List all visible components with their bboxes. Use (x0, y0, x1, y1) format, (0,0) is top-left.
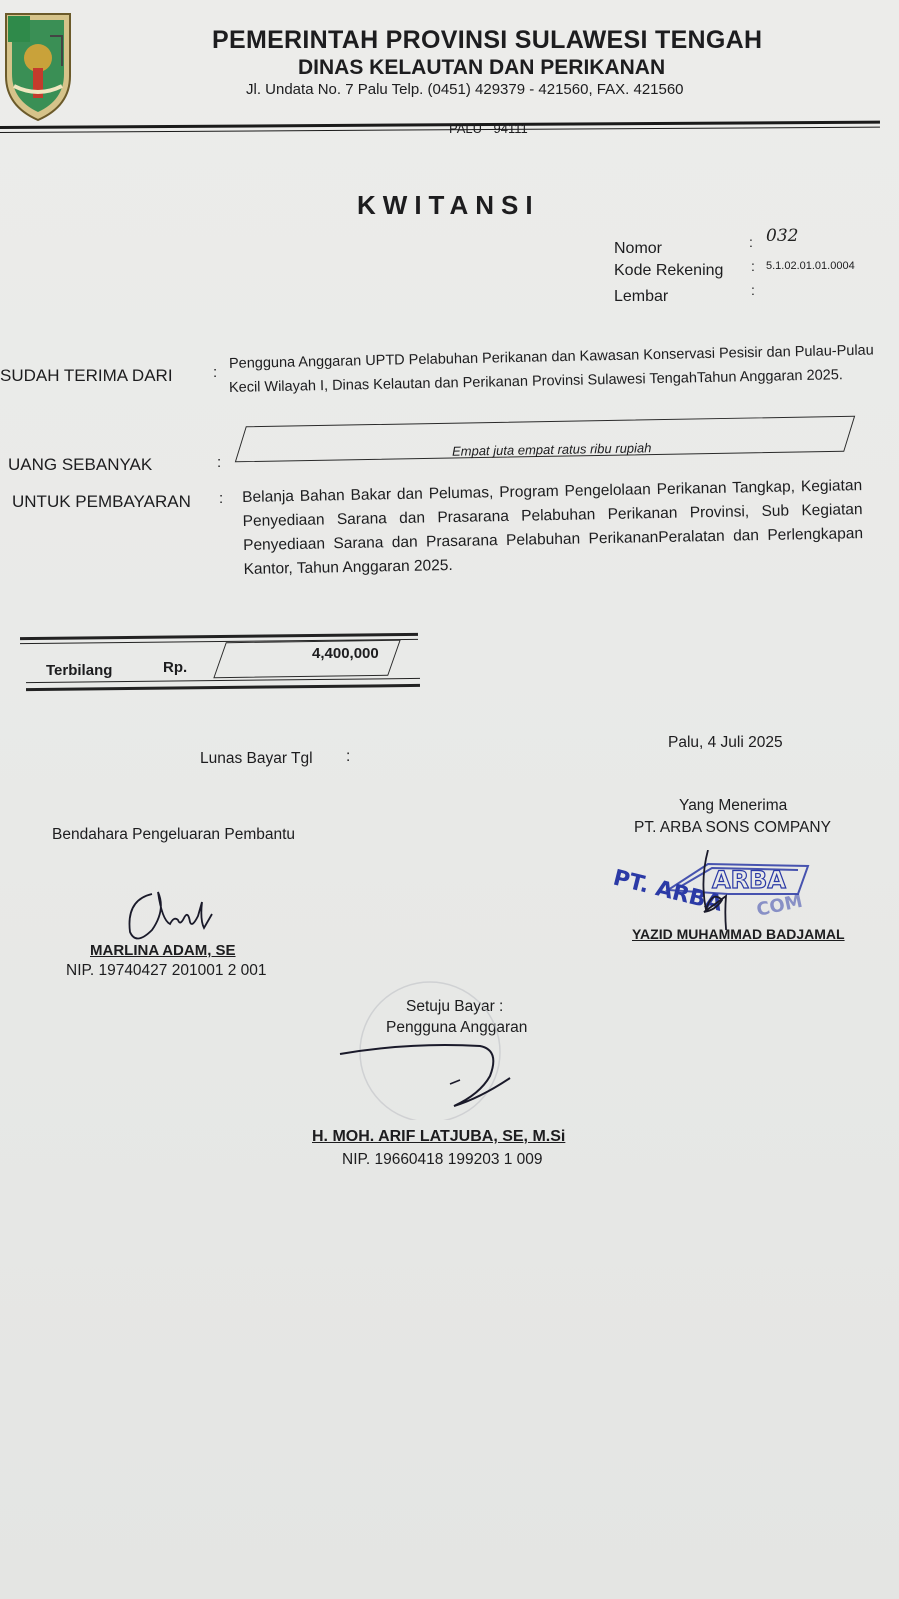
stamp-pt-text: PT. ARBA (610, 865, 725, 917)
terbilang-value: 4,400,000 (312, 645, 379, 662)
from-colon: : (213, 364, 218, 381)
nomor-value: 032 (766, 226, 799, 246)
terbilang-label: Terbilang (46, 662, 113, 679)
department-heading: DINAS KELAUTAN DAN PERIKANAN (298, 56, 666, 79)
approver-name: H. MOH. ARIF LATJUBA, SE, M.Si (312, 1128, 566, 1145)
from-text-line2: Kecil Wilayah I, Dinas Kelautan dan Perikanan Provinsi Sulawesi TengahTahun Anggaran 2025. (228, 367, 844, 396)
amount-colon: : (217, 454, 222, 471)
purpose-text: Belanja Bahan Bakar dan Pelumas, Program Pengelolaan Perikanan Tangkap, Kegiatan Penyediaan Sarana dan Prasarana Pelabuhan Perikanan Provinsi, Sub Kegiatan Penyediaan Sarana dan Prasarana Pelabuhan PerikananPeralatan dan Perlengkapan Kantor, Tahun Anggaran 2025. (242, 477, 864, 578)
terbilang-rule-bottom (26, 684, 420, 691)
province-emblem-icon (0, 6, 76, 124)
government-heading: PEMERINTAH PROVINSI SULAWESI TENGAH (212, 26, 763, 54)
treasurer-signature-icon (118, 880, 218, 950)
paid-date-label: Lunas Bayar Tgl (200, 750, 313, 767)
approve-role: Pengguna Anggaran (386, 1019, 528, 1036)
purpose-colon: : (219, 490, 224, 507)
purpose-label: UNTUK PEMBAYARAN (12, 492, 191, 511)
treasurer-title: Bendahara Pengeluaran Pembantu (52, 826, 296, 843)
address-line: Jl. Undata No. 7 Palu Telp. (0451) 429379 - 421560, FAX. 421560 (246, 81, 684, 98)
lembar-colon: : (751, 282, 755, 298)
amount-words: Empat juta empat ratus ribu rupiah (451, 440, 652, 459)
treasurer-nip: NIP. 19740427 201001 2 001 (66, 962, 267, 979)
lembar-label: Lembar (614, 288, 669, 305)
paid-date-colon: : (346, 748, 351, 765)
kode-rekening-value: 5.1.02.01.01.0004 (766, 260, 855, 272)
receiver-name: YAZID MUHAMMAD BADJAMAL (632, 926, 845, 942)
amount-label: UANG SEBANYAK (8, 455, 153, 474)
receiver-title: Yang Menerima (679, 797, 788, 814)
document-title: KWITANSI (357, 190, 540, 220)
kode-colon: : (751, 258, 755, 274)
approver-signature-icon (330, 980, 550, 1120)
nomor-colon: : (749, 234, 753, 250)
company-stamp-icon (608, 850, 848, 930)
nomor-label: Nomor (614, 240, 663, 257)
city-postal: PALU - 94111 (449, 121, 528, 136)
approver-nip: NIP. 19660418 199203 1 009 (342, 1151, 543, 1168)
place-date: Palu, 4 Juli 2025 (668, 734, 783, 751)
approve-label: Setuju Bayar : (406, 998, 504, 1015)
treasurer-name: MARLINA ADAM, SE (90, 942, 236, 959)
stamp-com-text: COM (754, 890, 805, 921)
from-label: SUDAH TERIMA DARI (0, 366, 173, 385)
receiver-company: PT. ARBA SONS COMPANY (634, 819, 831, 836)
currency-label: Rp. (163, 659, 188, 676)
stamp-logo-text: ARBA (712, 866, 786, 894)
from-text-line1: Pengguna Anggaran UPTD Pelabuhan Perikanan dan Kawasan Konservasi Pesisir dan Pulau-Pulau (228, 342, 874, 372)
kode-rekening-label: Kode Rekening (614, 262, 724, 279)
